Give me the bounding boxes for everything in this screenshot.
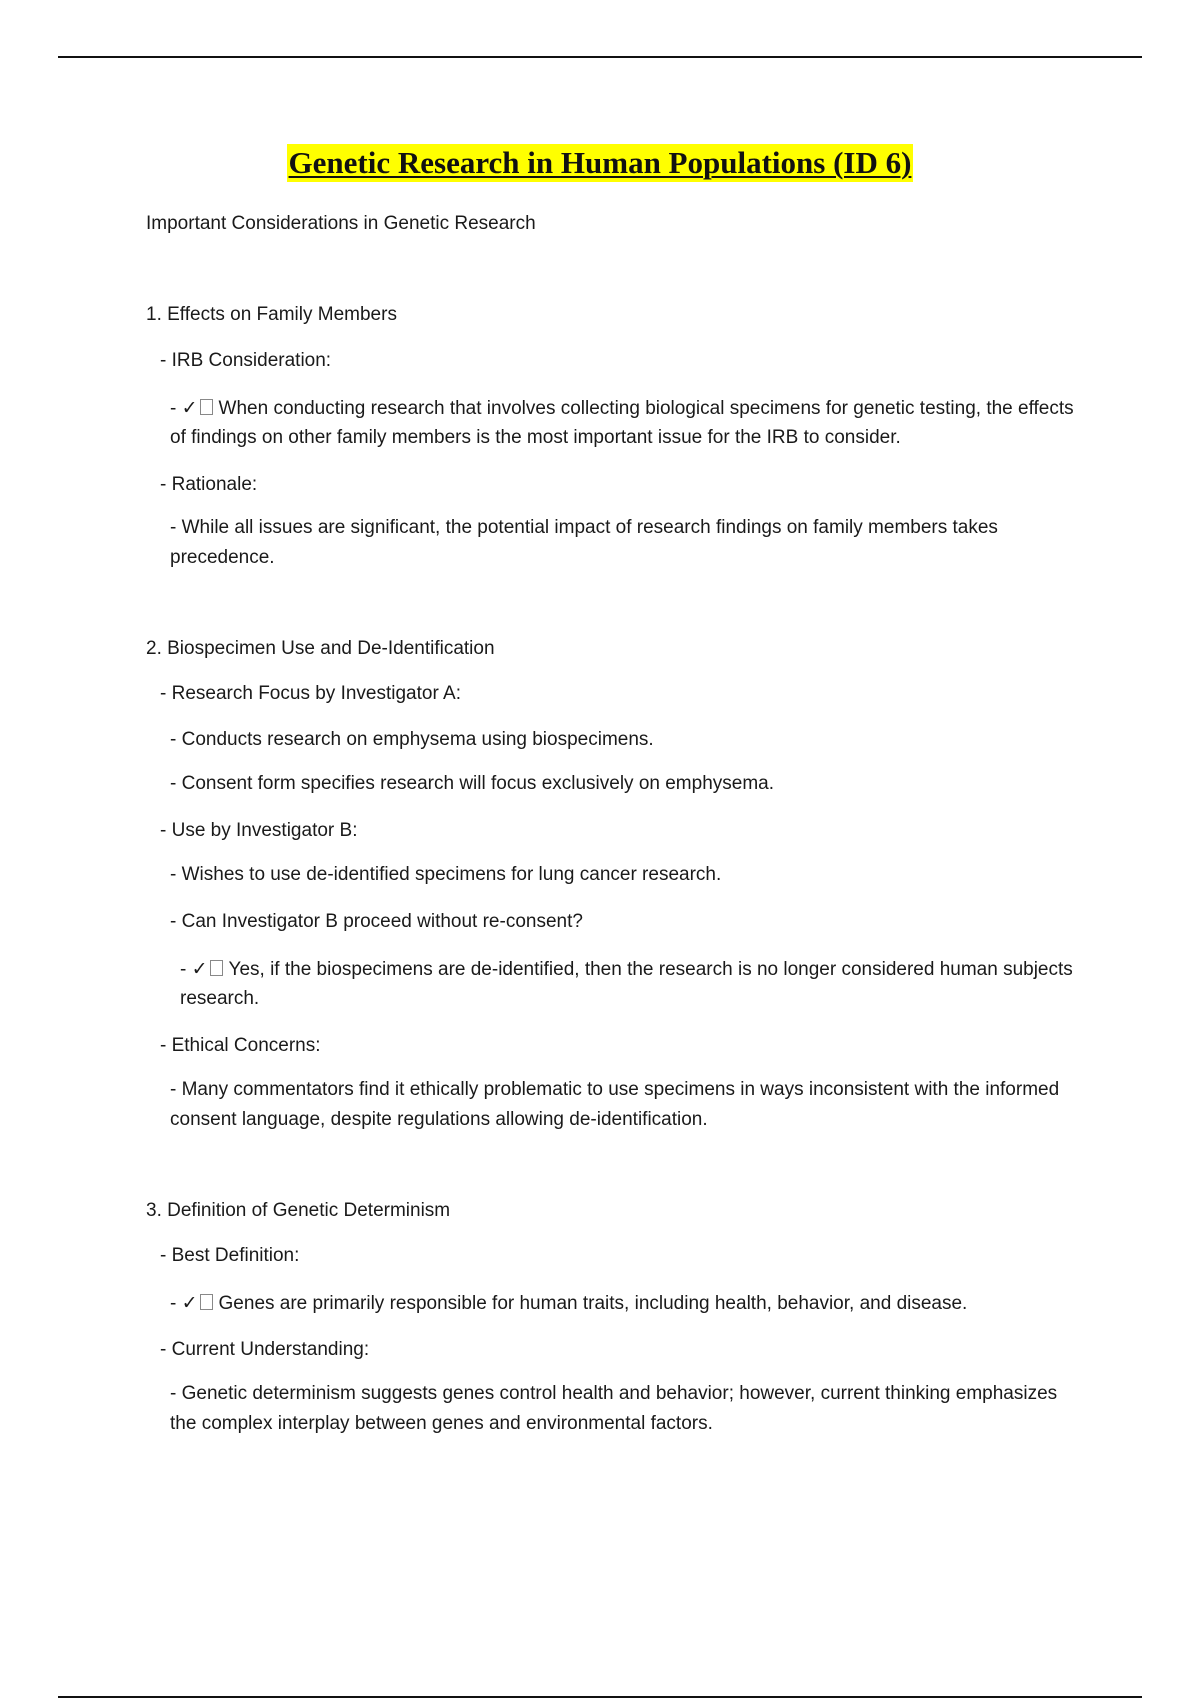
title-container — [0, 144, 1200, 182]
checkbox-icon — [200, 399, 213, 415]
section-2-answer-text: Yes, if the biospecimens are de-identified, then the research is no longer considered human subjects research. — [180, 959, 1073, 1009]
section-1-answer-text: When conducting research that involves collecting biological specimens for genetic testing, the effects of findings on other family members is the most important issue for the IRB to consider. — [170, 398, 1074, 448]
section-2-focus-item-1: - Conducts research on emphysema using biospecimens. — [170, 729, 654, 750]
checkmark-icon: ✓ — [181, 398, 198, 419]
bottom-rule — [58, 1696, 1142, 1698]
section-3-current-text: - Genetic determinism suggests genes control health and behavior; however, current thinking emphasizes the complex interplay between genes and environmental factors. — [170, 1383, 1058, 1434]
section-2-focus-item-2: - Consent form specifies research will focus exclusively on emphysema. — [170, 773, 775, 794]
section-1-rationale-label: - Rationale: — [160, 474, 258, 495]
section-1-irb-label: - IRB Consideration: — [160, 350, 332, 371]
section-2-ethical-text: - Many commentators find it ethically problematic to use specimens in ways inconsistent with the informed consent language, despite regulations allowing de-identification. — [170, 1079, 1060, 1130]
section-3-answer-text: Genes are primarily responsible for human traits, including health, behavior, and disease. — [218, 1293, 968, 1314]
checkbox-icon — [210, 960, 223, 976]
section-2-heading: 2. Biospecimen Use and De-Identification — [146, 638, 495, 659]
section-2-answer — [146, 955, 1086, 1013]
section-2-focus-label: - Research Focus by Investigator A: — [160, 683, 461, 704]
section-2-use-label: - Use by Investigator B: — [160, 820, 358, 841]
section-1-answer — [146, 394, 1086, 452]
answer-prefix: - — [180, 959, 187, 980]
document-title: Genetic Research in Human Populations (ID 6) — [288, 145, 912, 180]
top-rule — [58, 56, 1142, 58]
section-2-use-item-2: - Can Investigator B proceed without re-consent? — [170, 911, 583, 932]
checkmark-icon: ✓ — [191, 959, 208, 980]
answer-prefix: - — [170, 398, 177, 419]
answer-prefix: - — [170, 1293, 177, 1314]
section-3-best-label: - Best Definition: — [160, 1245, 300, 1266]
section-1-rationale-text: - While all issues are significant, the potential impact of research findings on family members takes precedence. — [170, 517, 998, 568]
section-2-use-item-1: - Wishes to use de-identified specimens for lung cancer research. — [170, 864, 722, 885]
section-2-ethical-label: - Ethical Concerns: — [160, 1035, 321, 1056]
section-1-heading: 1. Effects on Family Members — [146, 304, 397, 325]
checkmark-icon: ✓ — [181, 1293, 198, 1314]
section-3-answer — [146, 1289, 1086, 1318]
section-3-heading: 3. Definition of Genetic Determinism — [146, 1200, 451, 1221]
checkbox-icon — [200, 1294, 213, 1310]
section-3-current-label: - Current Understanding: — [160, 1339, 370, 1360]
document-subtitle: Important Considerations in Genetic Research — [146, 213, 536, 234]
